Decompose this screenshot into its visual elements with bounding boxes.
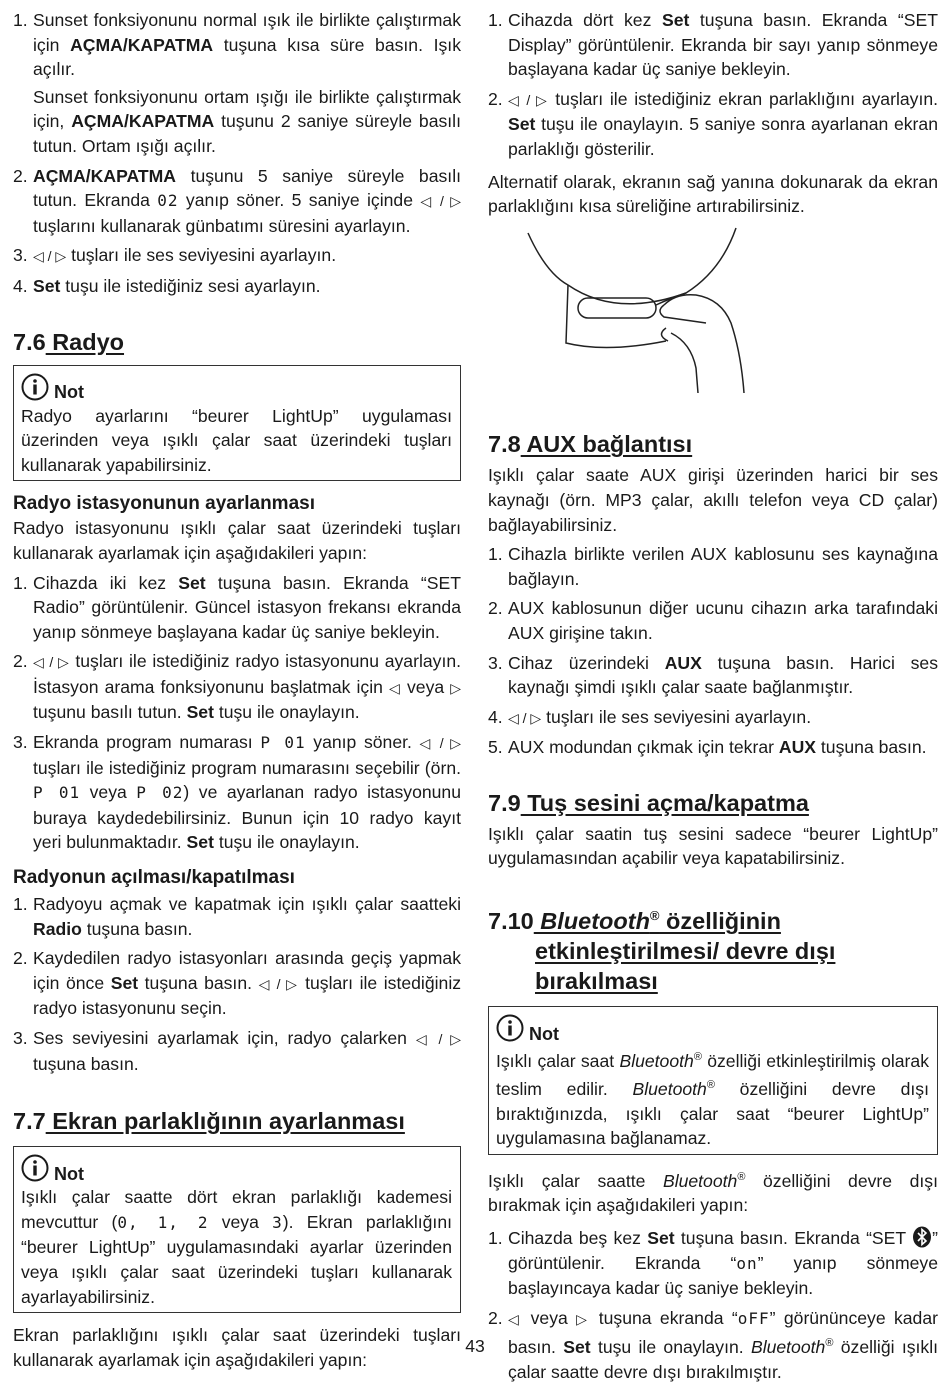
list-item: 5. AUX modundan çıkmak için tekrar AUX tuşuna basın. <box>488 737 927 758</box>
list-item: 3. Ses seviyesini ayarlamak için, radyo çalarken ◁ / ▷ tuşuna basın. <box>13 1028 462 1074</box>
paragraph: Radyo istasyonunu ışıklı çalar saat üzerindeki tuşları kullanarak ayarlamak için aşağıdakileri yapın: <box>13 518 461 563</box>
list-item: 2. ◁ veya ▷ tuşuna ekranda “oFF” görününceye kadar basın. Set tuşu ile onaylayın. Bluetooth® özelliği ışıklı çalar saatte devre dışı bırakılmıştır. <box>488 1307 938 1382</box>
section-heading-keytone: 7.9 Tuş sesini açma/kapatma <box>488 789 809 816</box>
right-column <box>488 8 938 1389</box>
arrow-keys-icon: ◁ / ▷ <box>33 654 70 671</box>
paragraph: Alternatif olarak, ekranın sağ yanına dokunarak da ekran parlaklığını kısa süreliğine artırabilirsiniz. <box>488 171 938 217</box>
note-text: Işıklı çalar saatte dört ekran parlaklığı kademesi mevcuttur (0, 1, 2 veya 3). Ekran parlaklığını “beurer LightUp” uygulamasındaki ayarlar üzerinden veya ışıklı çalar saat üzerindeki tuşları kullanarak ayarlayabilirsiniz. <box>21 1187 452 1307</box>
arrow-keys-icon: ◁ / ▷ <box>508 709 542 726</box>
info-icon <box>21 373 49 401</box>
segment-display-text: on <box>736 1253 758 1273</box>
list-item: 3. ◁ / ▷ tuşları ile ses seviyesini ayarlayın. <box>13 245 337 266</box>
bluetooth-icon <box>912 1226 932 1248</box>
list-item: 1. Sunset fonksiyonunu normal ışık ile birlikte çalıştırmak için AÇMA/KAPATMA tuşuna kısa süre basın. Işık açılır. Sunset fonksiyonunu ortam ışığı ile birlikte çalıştırmak için, AÇMA/KAPATMA tuşunu 2 saniye süreyle basılı tutun. Ortam ışığı açılır. <box>13 8 461 159</box>
list-item-continuation: Sunset fonksiyonunu ortam ışığı ile birlikte çalıştırmak için, AÇMA/KAPATMA tuşunu 2 saniye süreyle basılı tutun. Ortam ışığı açılır. <box>33 86 461 156</box>
aux-steps <box>488 542 938 760</box>
segment-display-text: 02 <box>157 191 179 211</box>
list-item: 4. Set tuşu ile istediğiniz sesi ayarlayın. <box>13 275 321 296</box>
arrow-keys-icon: ◁ / ▷ <box>420 193 462 210</box>
radio-setup-steps <box>13 571 461 856</box>
segment-display-text: P 01 <box>33 783 81 803</box>
subheading-station-setup: Radyo istasyonunun ayarlanması <box>13 493 315 515</box>
section-heading-brightness: 7.7 Ekran parlaklığının ayarlanması <box>13 1108 405 1135</box>
paragraph: Işıklı çalar saatte Bluetooth® özelliğini devre dışı bırakmak için aşağıdakileri yapın: <box>488 1170 938 1216</box>
list-item: 3. Ekranda program numarası P 01 yanıp söner. ◁ / ▷ tuşları ile istediğiniz program numarasını seçebilir (örn. P 01 veya P 02) ve ayarlanan radyo istasyonunu buraya kaydedebilirsiniz. Bunun için 10 radyo kayıt yeri bulunmaktadır. Set tuşu ile onaylayın. <box>13 732 462 853</box>
section-heading-bluetooth: 7.10 Bluetooth® özelliğinin etkinleştirilmesi/ devre dışı bırakılması <box>488 907 836 994</box>
note-box-radio: Not Radyo ayarlarını “beurer LightUp” uygulaması üzerinden veya ışıklı çalar saat üzerindeki tuşları kullanarak yapabilirsiniz. <box>13 365 461 482</box>
brightness-steps <box>488 8 938 162</box>
left-arrow-icon: ◁ <box>508 1310 523 1327</box>
list-item: 2. Kaydedilen radyo istasyonları arasında geçiş yapmak için önce Set tuşuna basın. ◁ / ▷ tuşları ile istediğiniz radyo istasyonunu seçin. <box>13 948 462 1019</box>
list-item: 1. Cihazda iki kez Set tuşuna basın. Ekranda “SET Radio” görüntülenir. Güncel istasyon frekansı ekranda yanıp sönmeye başlayana kadar üç saniye bekleyin. <box>13 572 461 642</box>
segment-display-text: 0, 1, 2 <box>117 1212 209 1232</box>
list-item: 4. ◁ / ▷ tuşları ile ses seviyesini ayarlayın. <box>488 706 812 727</box>
section-heading-aux: 7.8 AUX bağlantısı <box>488 431 693 458</box>
arrow-keys-icon: ◁ / ▷ <box>33 248 67 265</box>
note-text: Işıklı çalar saat Bluetooth® özelliği etkinleştirilmiş olarak teslim edilir. Bluetooth® özelliğini devre dışı bıraktığınızda, ışıklı çalar saat “beurer LightUp” uygulamasına bağlanamaz. <box>496 1050 929 1149</box>
note-box-bluetooth: Not Işıklı çalar saat Bluetooth® özelliği etkinleştirilmiş olarak teslim edilir. Bluetooth® özelliğini devre dışı bıraktığınızda, ışıklı çalar saat “beurer LightUp” uygulamasına bağlanamaz. <box>488 1006 938 1155</box>
info-icon <box>496 1014 524 1042</box>
list-item: 2. AUX kablosunun diğer ucunu cihazın arka tarafındaki AUX girişine takın. <box>488 598 938 643</box>
list-item: 2. AÇMA/KAPATMA tuşunu 5 saniye süreyle basılı tutun. Ekranda 02 yanıp söner. 5 saniye içinde ◁ / ▷ tuşlarını kullanarak günbatımı süresini ayarlayın. <box>13 165 462 236</box>
list-item: 1. Cihazla birlikte verilen AUX kablosunu ses kaynağına bağlayın. <box>488 544 938 589</box>
arrow-keys-icon: ◁ / ▷ <box>415 1031 462 1047</box>
list-item: 2. ◁ / ▷ tuşları ile istediğiniz ekran parlaklığını ayarlayın. Set tuşu ile onaylayın. 5 saniye sonra ayarlanan ekran parlaklığı gösterilir. <box>488 88 938 159</box>
bluetooth-steps <box>488 1226 938 1384</box>
right-arrow-icon: ▷ <box>576 1310 591 1327</box>
list-item: 1. Radyoyu açmak ve kapatmak için ışıklı çalar saatteki Radio tuşuna basın. <box>13 894 461 939</box>
info-icon <box>21 1154 49 1182</box>
right-arrow-icon: ▷ <box>450 679 461 696</box>
arrow-keys-icon: ◁ / ▷ <box>419 735 462 752</box>
arrow-keys-icon: ◁ / ▷ <box>508 91 549 108</box>
list-item: 1. Cihazda dört kez Set tuşuna basın. Ekranda “SET Display” görüntülenir. Ekranda bir sayı yanıp sönmeye başlayana kadar üç saniye bekleyin. <box>488 10 938 80</box>
note-box-brightness: Not Işıklı çalar saatte dört ekran parlaklığı kademesi mevcuttur (0, 1, 2 veya 3). Ekran parlaklığını “beurer LightUp” uygulamasındaki ayarlar üzerinden veya ışıklı çalar saat üzerindeki tuşları kullanarak ayarlayabilirsiniz. <box>13 1146 461 1313</box>
paragraph: Ekran parlaklığını ışıklı çalar saat üzerindeki tuşları kullanarak ayarlamak için aşağıdakileri yapın: <box>13 1325 461 1370</box>
arrow-keys-icon: ◁ / ▷ <box>258 975 299 992</box>
segment-display-text: P 01 <box>260 733 306 753</box>
hand-touching-display-illustration <box>506 223 746 393</box>
list-item: 2. ◁ / ▷ tuşları ile istediğiniz radyo istasyonunu ayarlayın. İstasyon arama fonksiyonunu başlatmak için ◁ veya ▷ tuşunu basılı tutun. Set tuşu ile onaylayın. <box>13 651 461 723</box>
list-item: 3. Cihaz üzerindeki AUX tuşuna basın. Harici ses kaynağı şimdi ışıklı çalar saate bağlanmıştır. <box>488 652 938 698</box>
segment-display-text: 3 <box>272 1212 283 1232</box>
list-item: 1. Cihazda beş kez Set tuşuna basın. Ekranda “SET ” görüntülenir. Ekranda “on” yanıp sönmeye başlayıncaya kadar üç saniye bekleyin. <box>488 1228 938 1299</box>
page-number: 43 <box>465 1336 485 1356</box>
paragraph: Işıklı çalar saate AUX girişi üzerinden harici bir ses kaynağı (örn. MP3 çalar, akıllı telefon veya CD çalar) bağlayabilirsiniz. <box>488 465 938 535</box>
segment-display-text: P 02 <box>136 783 184 803</box>
paragraph: Işıklı çalar saatin tuş sesini sadece “beurer LightUp” uygulamasından açabilir veya kapatabilirsiniz. <box>488 823 938 869</box>
left-arrow-icon: ◁ <box>388 679 401 696</box>
left-column <box>13 8 461 1372</box>
subheading-radio-onoff: Radyonun açılması/kapatılması <box>13 867 295 889</box>
segment-display-text: oFF <box>737 1308 770 1328</box>
note-text: Radyo ayarlarını “beurer LightUp” uygulaması üzerinden veya ışıklı çalar saat üzerindeki tuşları kullanarak yapabilirsiniz. <box>21 405 452 475</box>
radio-onoff-steps <box>13 892 461 1076</box>
sunset-steps <box>13 8 461 299</box>
section-heading-radio: 7.6 Radyo <box>13 328 125 355</box>
